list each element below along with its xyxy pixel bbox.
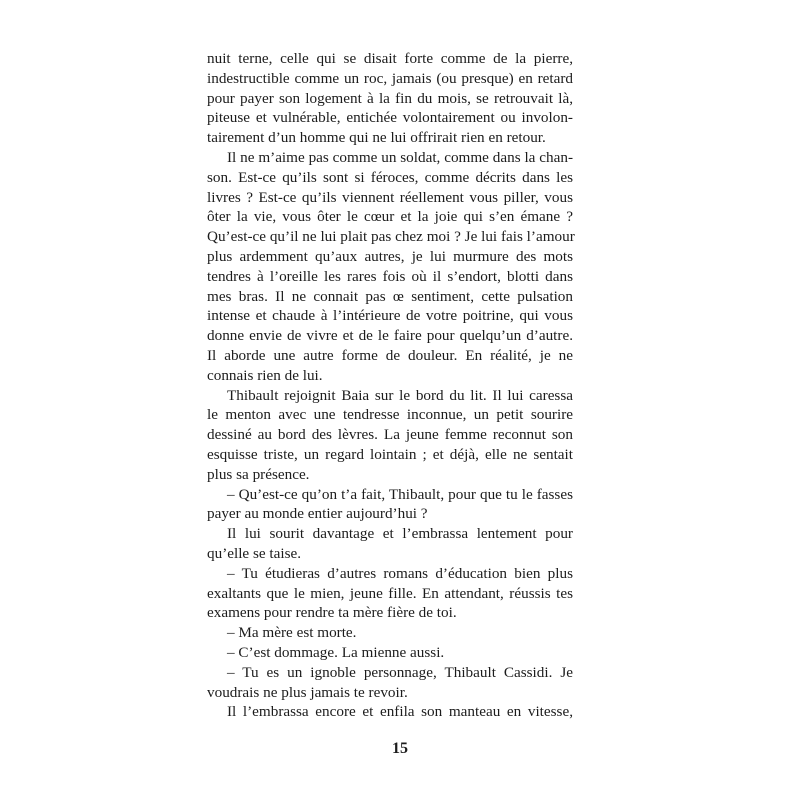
- text-line: ôter la vie, vous ôter le cœur et la joie qui s’en émane ?: [207, 208, 573, 226]
- text-line: connais rien de lui.: [207, 366, 323, 384]
- text-line: mes bras. Il ne connait pas œ sentiment, cette pulsation: [207, 287, 573, 305]
- text-line: Thibault rejoignit Baia sur le bord du lit. Il lui caressa: [227, 386, 573, 404]
- text-line: examens pour rendre ta mère fière de toi.: [207, 604, 457, 622]
- text-line: le menton avec une tendresse inconnue, un petit sourire: [207, 406, 573, 424]
- text-line: livres ? Est-ce qu’ils viennent réellement vous piller, vous: [207, 188, 573, 206]
- text-line: plus ardemment qu’aux autres, je lui murmure des mots: [207, 247, 573, 265]
- body-text: [207, 49, 573, 722]
- text-line: Il aborde une autre forme de douleur. En réalité, je ne: [207, 346, 573, 364]
- text-line: exaltants que le mien, jeune fille. En attendant, réussis tes: [207, 584, 573, 602]
- text-line: tendres à l’oreille les rares fois où il s’endort, blotti dans: [207, 267, 573, 285]
- text-line: plus sa présence.: [207, 465, 310, 483]
- text-line: esquisse triste, un regard lointain ; et déjà, elle ne sentait: [207, 445, 573, 463]
- text-line: indestructible comme un roc, jamais (ou presque) en retard: [207, 69, 573, 87]
- text-line: piteuse et vulnérable, entichée volontairement ou involon-: [207, 109, 573, 127]
- text-line: – Qu’est-ce qu’on t’a fait, Thibault, pour que tu le fasses: [227, 485, 573, 503]
- text-line: donne envie de vivre et de le faire pour quelqu’un d’autre.: [207, 327, 573, 345]
- text-line: – Tu étudieras d’autres romans d’éducation bien plus: [227, 564, 573, 582]
- text-line: – Ma mère est morte.: [227, 624, 357, 642]
- text-line: qu’elle se taise.: [207, 544, 302, 562]
- text-line: nuit terne, celle qui se disait forte comme de la pierre,: [207, 50, 573, 67]
- text-line: Il l’embrassa encore et enfila son manteau en vitesse,: [227, 703, 573, 721]
- text-line: Il lui sourit davantage et l’embrassa lentement pour: [227, 525, 573, 543]
- text-line: intense et chaude à l’intérieure de votre poitrine, qui vous: [207, 307, 573, 325]
- text-line: Qu’est-ce qu’il ne lui plait pas chez moi ? Je lui fais l’amour: [207, 228, 575, 246]
- text-line: pour payer son logement à la fin du mois, se retrouvait là,: [207, 89, 573, 107]
- text-line: payer au monde entier aujourd’hui ?: [207, 505, 428, 523]
- text-line: tairement d’un homme qui ne lui offrirait rien en retour.: [207, 129, 546, 147]
- text-line: voudrais ne plus jamais te revoir.: [207, 683, 408, 701]
- text-line: dessiné au bord des lèvres. La jeune femme reconnut son: [207, 426, 573, 444]
- page-number: 15: [392, 740, 408, 757]
- text-line: – C’est dommage. La mienne aussi.: [227, 643, 445, 661]
- text-line: son. Est-ce qu’ils sont si féroces, comme décrits dans les: [207, 168, 573, 186]
- text-line: – Tu es un ignoble personnage, Thibault Cassidi. Je: [227, 663, 573, 681]
- text-line: Il ne m’aime pas comme un soldat, comme dans la chan-: [227, 148, 573, 166]
